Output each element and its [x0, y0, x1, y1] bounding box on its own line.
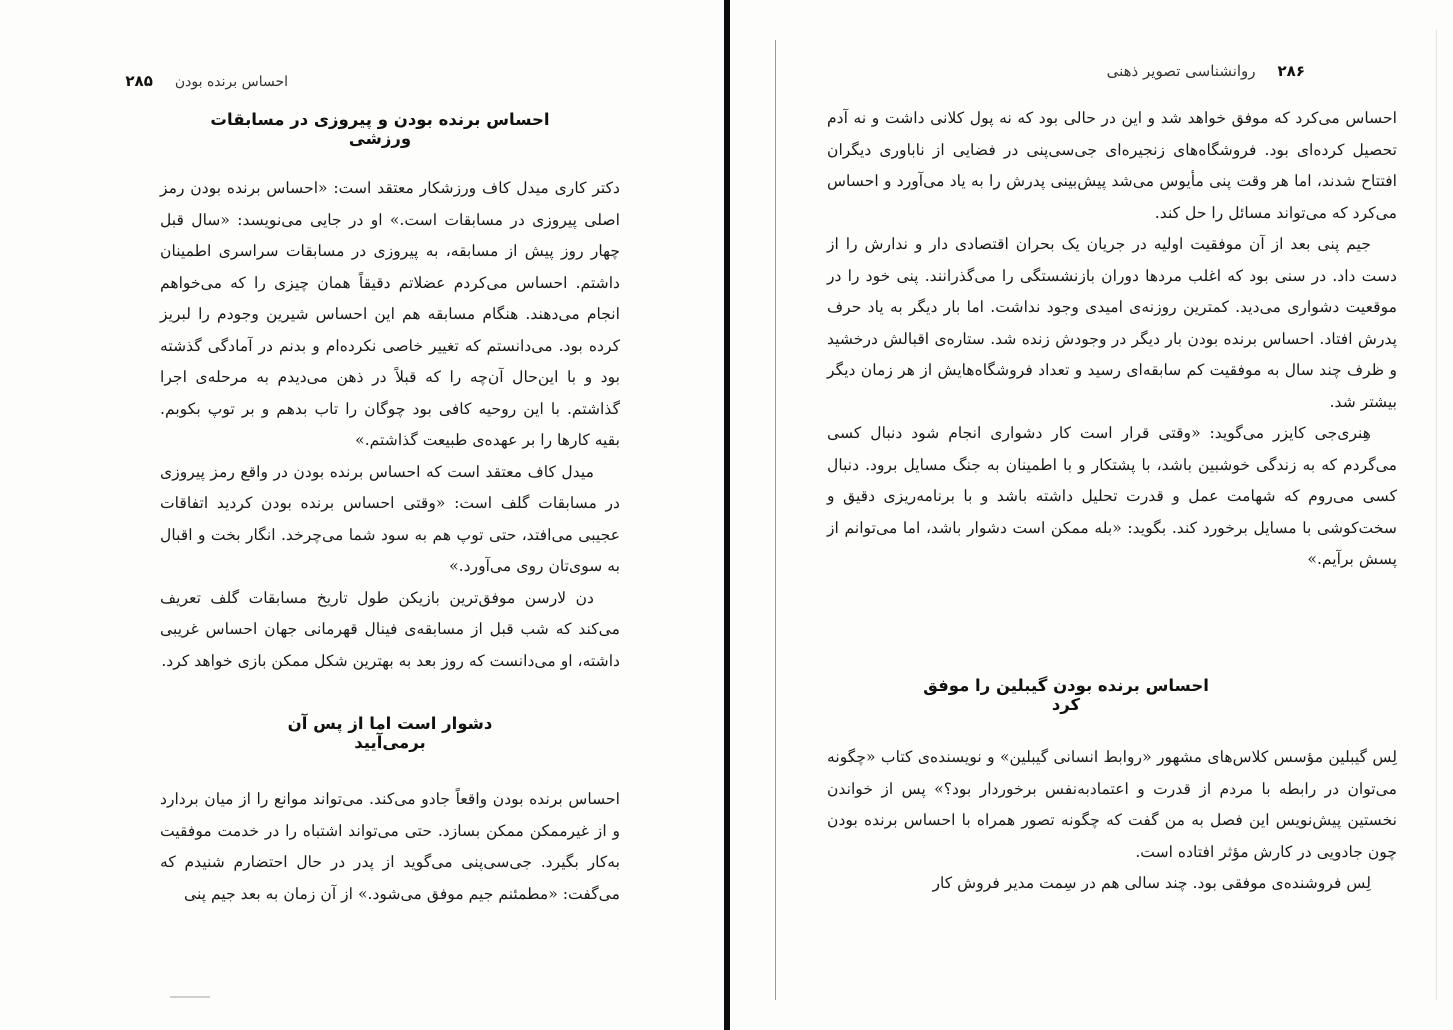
- running-title: احساس برنده بودن: [174, 74, 288, 90]
- running-title: روانشناسی تصویر ذهنی: [1106, 62, 1256, 80]
- book-gutter: [724, 0, 730, 1030]
- paragraph: هِنری‌جی کایزر می‌گوید: «وقتی قرار است کار دشواری انجام شود دنبال کسی می‌گردم که به زندگی خوشبین باشد، با پشتکار و با اطمینان به جنگ مسایل برود. دنبال کسی می‌روم که شهامت عمل و قدرت تحلیل داشته باشد و با برنامه‌ریزی دقیق و سخت‌کوشی با مسایل برخورد کند. بگوید: «بله ممکن است دشوار باشد، اما می‌توانم از پسش برآیم.»: [827, 424, 1397, 568]
- paragraph: احساس می‌کرد که موفق خواهد شد و این در حالی بود که نه پول کلانی داشت و نه آدم تحصیل کرده‌ای بود. فروشگاه‌های زنجیره‌ای جی‌سی‌پنی در فضایی از ناباوری دیگران افتتاح شدند، اما هر وقت پنی مأیوس می‌شد پیش‌بینی پدرش را به یاد می‌آورد و احساس می‌کرد که می‌تواند مسائل را حل کند.: [827, 109, 1397, 222]
- paragraph: جیم پنی بعد از آن موفقیت اولیه در جریان یک بحران اقتصادی دار و ندارش را از دست داد. در سنی بود که اغلب مردها دوران بازنشستگی را می‌گذرانند. پنی خود را در موقعیت دشواری می‌دید. کمترین روزنه‌ی امیدی وجود نداشت. اما بار دیگر به یاد حرف پدرش افتاد. احساس برنده بودن بار دیگر در وجودش زنده شد. ستاره‌ی اقبالش درخشید و ظرف چند سال به موفقیت کم سابقه‌ای رسید و تعداد فروشگاه‌هایش از هر زمان دیگر بیشتر شد.: [827, 235, 1397, 411]
- right-page-header: [1107, 62, 1305, 80]
- paragraph: لِس فروشنده‌ی موفقی بود. چند سالی هم در سِمت مدیر فروش کار: [932, 874, 1371, 892]
- paragraph: احساس برنده بودن واقعاً جادو می‌کند. می‌تواند موانع را از میان بردارد و از غیرممکن ممکن بسازد. حتی می‌تواند اشتباه را در خدمت موفقیت به‌کار بگیرد. جی‌سی‌پنی می‌گوید از پدر در حال احتضارم شنیدم که می‌گفت: «مطمئنم جیم موفق می‌شود.» از آن زمان به بعد جیم پنی: [160, 790, 620, 903]
- section-body: [827, 742, 1397, 900]
- left-page-header: [125, 72, 288, 90]
- section-body: [827, 103, 1397, 576]
- page-edge-line: [1436, 30, 1437, 1000]
- section-heading: دشوار است اما از پس آن برمی‌آیید: [287, 714, 493, 752]
- page-number: ۲۸۶: [1277, 62, 1305, 80]
- paragraph: میدل کاف معتقد است که احساس برنده بودن در واقع رمز پیروزی در مسابقات گلف است: «وقتی احساس برنده بودن کردید اتفاقات عجیبی می‌افتد، حتی توپ هم به سود شما می‌چرخد. انگار بخت و اقبال به سوی‌تان روی می‌آورد.»: [160, 462, 620, 575]
- page-edge-shadow: [775, 40, 776, 1000]
- page-number: ۲۸۵: [125, 72, 153, 90]
- section-body: [160, 784, 620, 910]
- left-page: [0, 0, 724, 1030]
- scan-smudge: [170, 996, 210, 998]
- paragraph: دکتر کاری میدل کاف ورزشکار معتقد است: «احساس برنده بودن رمز اصلی پیروزی در مسابقات است.» او در جایی می‌نویسد: «سال قبل چهار روز پیش از مسابقه، به پیروزی در مسابقات سراسری اطمینان داشتم. احساس می‌کردم عضلاتم دقیقاً همان چیزی را که می‌خواهم انجام می‌دهند. هنگام مسابقه هم این احساس شیرین وجودم را لبریز کرده بود. می‌دانستم که تغییر خاصی نکرده‌ام و بدنم در آمادگی گذشته بود و با این‌حال آن‌چه را که قبلاً در ذهن می‌دیدم به مرحله‌ی اجرا گذاشتم. با این روحیه کافی بود چوگان را تاب بدهم و بر توپ بکوبم. بقیه کارها را بر عهده‌ی طبیعت گذاشتم.»: [160, 179, 620, 449]
- paragraph: لِس گیبلین مؤسس کلاس‌های مشهور «روابط انسانی گیبلین» و نویسنده‌ی کتاب «چگونه می‌توان در رابطه با مردم از قدرت و اعتمادبه‌نفس برخوردار بود؟» پس از خواندن نخستین پیش‌نویس این فصل به من گفت که چگونه تصور همراه با احساس برنده بودن چون جادویی در کارش مؤثر افتاده است.: [827, 748, 1397, 861]
- right-page: [731, 0, 1453, 1030]
- section-heading: احساس برنده بودن گیبلین را موفق کرد: [923, 676, 1209, 714]
- section-body: [160, 173, 620, 677]
- paragraph: دن لارسن موفق‌ترین بازیکن طول تاریخ مسابقات گلف تعریف می‌کند که شب قبل از مسابقه‌ی فینال قهرمانی جهان احساس غریبی داشته، او می‌دانست که روز بعد به بهترین شکل ممکن بازی خواهد کرد.: [160, 588, 620, 670]
- section-heading: احساس برنده بودن و پیروزی در مسابقات ورزشی: [210, 110, 550, 148]
